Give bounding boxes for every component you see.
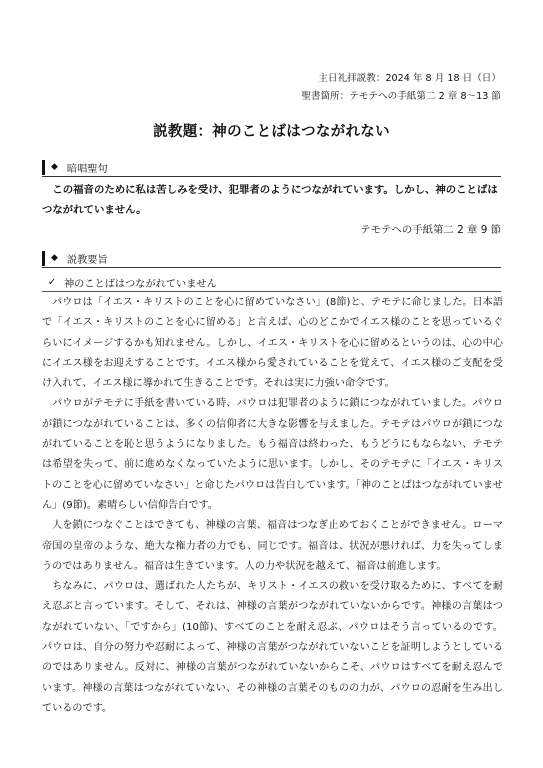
body-paragraph: ちなみに、パウロは、選ばれた人たちが、キリスト・イエスの救いを受け取るために、すべてを耐え忍ぶと言っています。そして、それは、神様の言葉がつながれていないからです。神様の言葉はつながれていない、「ですから」(10節)、すべてのことを耐え忍ぶ、パウロはそう言っているのです。パウロは、自分の努力や忍耐によって、神様の言葉がつながれていないことを証明しようとしているのではありません。反対に、神様の言葉がつながれていないからこそ、パウロはすべてを耐え忍んでいます。神様の言葉はつながれていない、その神様の言葉そのものの力が、パウロの忍耐を生み出しているのです。 (42, 581, 503, 714)
sermon-meta (301, 70, 501, 106)
section-heading-label: 暗唱聖句 (66, 163, 108, 175)
sermon-title: 説教題：神のことばはつながれない (153, 124, 390, 140)
summary-subheading-label: 神のことばはつながれていません (64, 278, 217, 290)
section-heading-label: 説教要旨 (66, 254, 108, 266)
body-paragraph: パウロは「イエス・キリストのことを心に留めていなさい」(8節)と、テモテに命じました。日本語で「イエス・キリストのことを心に留める」と言えば、心のどこかでイエス様のことを思っているぐらいにイメージするかも知れません。しかし、イエス・キリストを心に留めるというのは、心の中心にイエス様をお迎えすることです。イエス様から愛されていることを覚えて、イエス様のご支配を受け入れて、イエス様に導かれて生きることです。それは実に力強い命令です。 (42, 297, 503, 390)
diamond-bullet-icon: ◆ (51, 162, 58, 172)
summary-subheading (42, 273, 501, 292)
memory-verse-text: この福音のために私は苦しみを受け、犯罪者のようにつながれています。しかし、神のことばはつながれていません。 (42, 184, 498, 216)
sermon-date: 主日礼拝説教：2024 年 8 月 18 日（日） (318, 73, 501, 84)
section-bar-marker (42, 251, 45, 266)
section-bar-marker (42, 160, 45, 175)
body-paragraph: パウロがテモテに手紙を書いている時、パウロは犯罪者のように鎖につながれていました。パウロが鎖につながれていることは、多くの信仰者に大きな影響を与えました。テモテはパウロが鎖につながれていることを恥と思うようになりました。もう福音は終わった、もうどうにもならない、テモテは希望を失って、前に進めなくなっていたように思います。しかし、そのテモテに「イエス・キリストのことを心に留めていなさい」と命じたパウロは告白しています。「神のことばはつながれていません」(9節)。素晴らしい信仰告白です。 (42, 398, 503, 511)
section-heading-recitation (42, 158, 501, 177)
section-heading-summary (42, 249, 501, 268)
checkmark-icon: ✓ (47, 276, 57, 288)
body-paragraph: 人を鎖につなぐことはできても、神様の言葉、福音はつなぎ止めておくことができません。ローマ帝国の皇帝のような、絶大な権力者の力でも、同じです。福音は、状況が悪ければ、力を失ってしまうのではありません。福音は生きています。人の力や状況を越えて、福音は前進します。 (42, 520, 503, 572)
diamond-bullet-icon: ◆ (51, 253, 58, 263)
scripture-passage: 聖書箇所：テモテへの手紙第二 2 章 8～13 節 (301, 91, 501, 102)
sermon-summary-body (42, 293, 503, 719)
memory-verse-reference: テモテへの手紙第二 2 章 9 節 (360, 224, 501, 236)
